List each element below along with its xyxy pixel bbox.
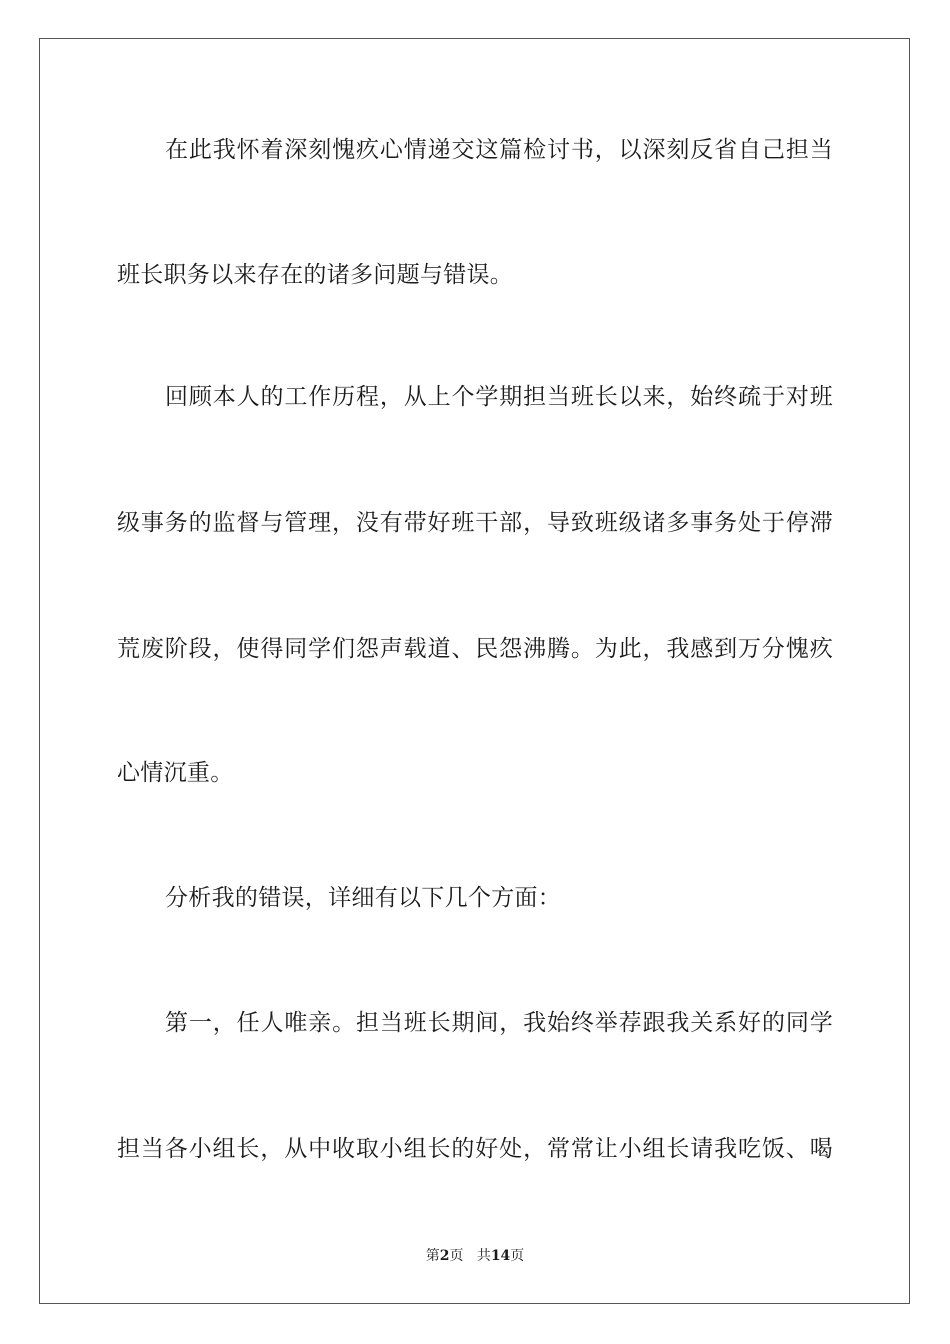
paragraph-line: 荒废阶段，使得同学们怨声载道、民怨沸腾。为此，我感到万分愧疚 (117, 636, 833, 662)
total-pages: 14 (490, 1248, 511, 1264)
paragraph-line: 级事务的监督与管理，没有带好班干部，导致班级诸多事务处于停滞 (117, 510, 833, 536)
paragraph-line: 心情沉重。 (117, 760, 234, 786)
page-label-suffix: 页 (449, 1248, 464, 1264)
page-border (39, 38, 910, 1304)
page-label-prefix: 第 (425, 1248, 440, 1264)
paragraph-line: 担当各小组长，从中收取小组长的好处，常常让小组长请我吃饭、喝 (117, 1136, 833, 1162)
paragraph-line: 分析我的错误，详细有以下几个方面： (165, 885, 562, 911)
page-number: 2 (439, 1248, 450, 1264)
paragraph-line: 第一，任人唯亲。担当班长期间，我始终举荐跟我关系好的同学 (165, 1010, 833, 1036)
paragraph-line: 班长职务以来存在的诸多问题与错误。 (117, 262, 514, 288)
page-footer (0, 1247, 950, 1265)
total-label-prefix: 共 (476, 1248, 491, 1264)
paragraph-line: 回顾本人的工作历程，从上个学期担当班长以来，始终疏于对班 (165, 384, 833, 410)
total-label-suffix: 页 (510, 1248, 525, 1264)
paragraph-line: 在此我怀着深刻愧疚心情递交这篇检讨书，以深刻反省自己担当 (165, 137, 833, 163)
